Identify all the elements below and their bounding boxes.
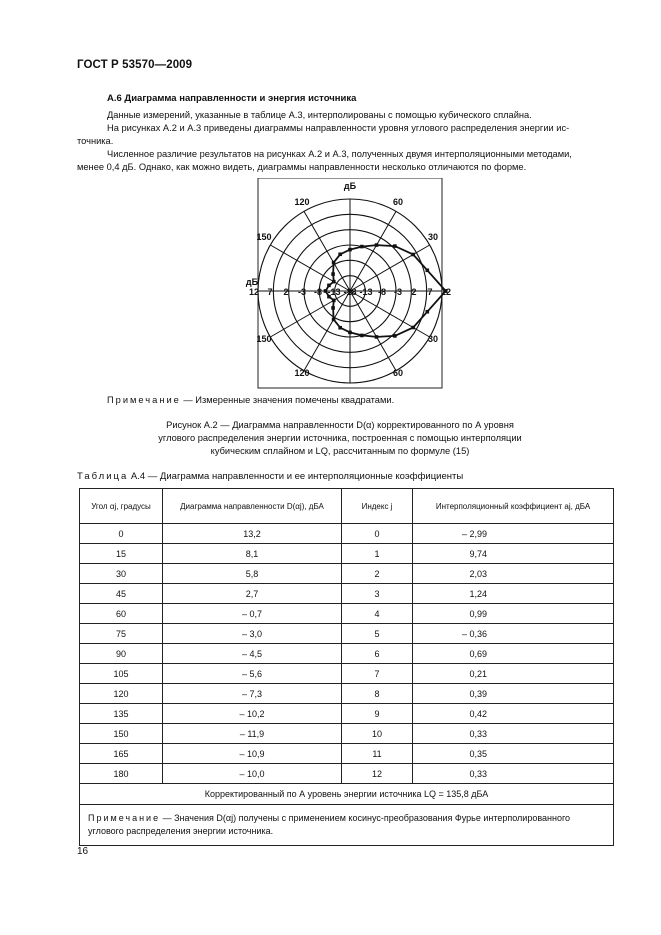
cell-index: 12 (342, 764, 413, 784)
cell-directivity: 5,8 (163, 564, 342, 584)
measured-point-marker (411, 253, 415, 257)
radial-tick-label: 12 (440, 287, 452, 297)
document-title: ГОСТ Р 53570—2009 (77, 59, 193, 71)
cell-coefficient: 0,39 (413, 684, 614, 704)
cell-index: 6 (342, 644, 413, 664)
measured-point-marker (411, 326, 415, 330)
cell-angle: 165 (80, 744, 163, 764)
radial-tick-label: -13 (327, 287, 341, 297)
cell-index: 4 (342, 604, 413, 624)
cell-index: 5 (342, 624, 413, 644)
angle-label: 30 (427, 334, 439, 344)
cell-angle: 45 (80, 584, 163, 604)
measured-point-marker (332, 299, 336, 303)
cell-angle: 30 (80, 564, 163, 584)
table-title-label: Таблица (77, 471, 129, 482)
cell-angle: 60 (80, 604, 163, 624)
polar-spoke (350, 211, 396, 291)
table-title (77, 471, 463, 482)
figure-note-label: Примечание (107, 395, 181, 405)
measured-point-marker (331, 272, 335, 276)
table-row (80, 764, 614, 784)
header-directivity: Диаграмма направленности D(αj), дБА (163, 489, 342, 524)
figure-note (107, 395, 394, 405)
cell-directivity: – 7,3 (163, 684, 342, 704)
cell-angle: 0 (80, 524, 163, 544)
polar-spoke (270, 245, 350, 291)
cell-index: 3 (342, 584, 413, 604)
radial-tick-label: -18 (343, 287, 357, 297)
cell-angle: 120 (80, 684, 163, 704)
polar-spoke (270, 291, 350, 337)
table-row (80, 744, 614, 764)
cell-coefficient: 0,35 (413, 744, 614, 764)
table-row (80, 684, 614, 704)
cell-directivity: – 4,5 (163, 644, 342, 664)
cell-directivity: 8,1 (163, 544, 342, 564)
cell-index: 11 (342, 744, 413, 764)
cell-index: 8 (342, 684, 413, 704)
figure-caption-line-2: углового распределения энергии источника, построенная с помощью интерполяции (158, 433, 522, 443)
figure-caption-line-1: Рисунок А.2 — Диаграмма направленности D(α) корректированного по А уровня (166, 420, 514, 430)
polar-spoke (304, 211, 350, 291)
measured-point-marker (332, 261, 336, 265)
cell-angle: 135 (80, 704, 163, 724)
polar-spoke (350, 291, 396, 371)
measured-point-marker (426, 268, 430, 272)
paragraph-2-line-1: На рисунках А.2 и А.3 приведены диаграммы направленности уровня углового распределения энергии ис- (107, 123, 570, 133)
table-title-text: А.4 — Диаграмма направленности и ее интерполяционные коэффициенты (128, 471, 464, 482)
measured-point-marker (360, 334, 364, 338)
cell-directivity: – 5,6 (163, 664, 342, 684)
measured-point-marker (338, 326, 342, 330)
section-heading: А.6 Диаграмма направленности и энергия источника (107, 93, 357, 104)
measured-point-marker (331, 306, 335, 310)
cell-coefficient: 1,24 (413, 584, 614, 604)
table-row (80, 604, 614, 624)
data-table (79, 488, 614, 846)
polar-spoke (304, 291, 350, 371)
table-note (80, 805, 614, 846)
header-angle: Угол αj, градусы (80, 489, 163, 524)
table-row (80, 724, 614, 744)
angle-label: 60 (392, 197, 404, 207)
angle-label: 60 (392, 368, 404, 378)
cell-angle: 75 (80, 624, 163, 644)
table-row (80, 704, 614, 724)
measured-point-marker (426, 310, 430, 314)
paragraph-3-line-2: менее 0,4 дБ. Однако, как можно видеть, диаграммы направленности несколько отличаются по форме. (77, 162, 527, 172)
table-row (80, 524, 614, 544)
polar-chart (232, 178, 468, 390)
radial-tick-label: -3 (393, 287, 403, 297)
polar-spoke (350, 291, 430, 337)
paragraph-1: Данные измерений, указанные в таблице А.3, интерполированы с помощью кубического сплайна. (107, 110, 532, 120)
radial-tick-label: -8 (313, 287, 323, 297)
cell-directivity: – 10,0 (163, 764, 342, 784)
measured-point-marker (332, 318, 336, 322)
cell-angle: 105 (80, 664, 163, 684)
angle-label: 150 (256, 232, 272, 242)
page-number: 16 (77, 846, 89, 857)
table-footer-row (80, 784, 614, 805)
table-row (80, 644, 614, 664)
table-note-text: — Значения D(αj) получены с применением косинус-преобразования Фурье интерполированного углового распределения энергии источника. (88, 813, 571, 836)
measured-point-marker (348, 248, 352, 252)
radial-tick-label: 2 (411, 287, 417, 297)
cell-directivity: – 11,9 (163, 724, 342, 744)
axis-unit-left: дБ (245, 277, 259, 287)
radial-tick-label: 7 (427, 287, 433, 297)
measured-point-marker (393, 334, 397, 338)
radial-tick-label: 7 (267, 287, 273, 297)
measured-point-marker (338, 252, 342, 256)
angle-label: 150 (256, 334, 272, 344)
cell-coefficient: 0,42 (413, 704, 614, 724)
cell-index: 1 (342, 544, 413, 564)
radial-tick-label: -8 (377, 287, 387, 297)
angle-label: 30 (427, 232, 439, 242)
axis-unit-top: дБ (343, 181, 357, 191)
measured-point-marker (375, 243, 379, 247)
table-row (80, 624, 614, 644)
cell-coefficient: 0,69 (413, 644, 614, 664)
angle-label: 120 (294, 197, 310, 207)
paragraph-2-line-2: точника. (77, 136, 114, 146)
table-row (80, 664, 614, 684)
cell-directivity: – 10,9 (163, 744, 342, 764)
cell-angle: 90 (80, 644, 163, 664)
cell-index: 0 (342, 524, 413, 544)
cell-angle: 180 (80, 764, 163, 784)
polar-spoke (350, 245, 430, 291)
cell-coefficient: 2,03 (413, 564, 614, 584)
cell-coefficient: 0,33 (413, 764, 614, 784)
cell-directivity: – 10,2 (163, 704, 342, 724)
measured-point-marker (348, 331, 352, 335)
cell-index: 7 (342, 664, 413, 684)
table-row (80, 564, 614, 584)
cell-coefficient: 0,33 (413, 724, 614, 744)
cell-angle: 15 (80, 544, 163, 564)
radial-tick-label: 2 (283, 287, 289, 297)
cell-index: 9 (342, 704, 413, 724)
measured-point-marker (360, 245, 364, 249)
cell-directivity: 2,7 (163, 584, 342, 604)
header-coefficient: Интерполяционный коэффициент aj, дБА (413, 489, 614, 524)
radial-tick-label: -13 (359, 287, 373, 297)
cell-coefficient: 0,21 (413, 664, 614, 684)
cell-coefficient: 9,74 (413, 544, 614, 564)
table-footer: Корректированный по А уровень энергии источника LQ = 135,8 дБА (80, 784, 614, 805)
cell-index: 2 (342, 564, 413, 584)
table-row (80, 544, 614, 564)
cell-index: 10 (342, 724, 413, 744)
angle-label: 120 (294, 368, 310, 378)
cell-directivity: – 0,7 (163, 604, 342, 624)
header-index: Индекс j (342, 489, 413, 524)
radial-tick-label: 12 (248, 287, 260, 297)
cell-coefficient: – 2,99 (413, 524, 614, 544)
measured-point-marker (375, 335, 379, 339)
paragraph-3-line-1: Численное различие результатов на рисунках А.2 и А.3, полученных двумя интерполяционными методами, (107, 149, 572, 159)
polar-chart-svg (232, 178, 468, 390)
radial-tick-label: -3 (297, 287, 307, 297)
cell-directivity: – 3,0 (163, 624, 342, 644)
cell-directivity: 13,2 (163, 524, 342, 544)
table-header-row (80, 489, 614, 524)
table-row (80, 584, 614, 604)
table-note-label: Примечание (88, 813, 161, 823)
figure-caption-line-3: кубическим сплайном и LQ, рассчитанным по формуле (15) (210, 446, 470, 456)
table-note-row (80, 805, 614, 846)
measured-point-marker (332, 280, 336, 284)
cell-coefficient: – 0,36 (413, 624, 614, 644)
measured-point-marker (393, 244, 397, 248)
cell-coefficient: 0,99 (413, 604, 614, 624)
cell-angle: 150 (80, 724, 163, 744)
figure-note-text: — Измеренные значения помечены квадратами. (180, 395, 395, 405)
